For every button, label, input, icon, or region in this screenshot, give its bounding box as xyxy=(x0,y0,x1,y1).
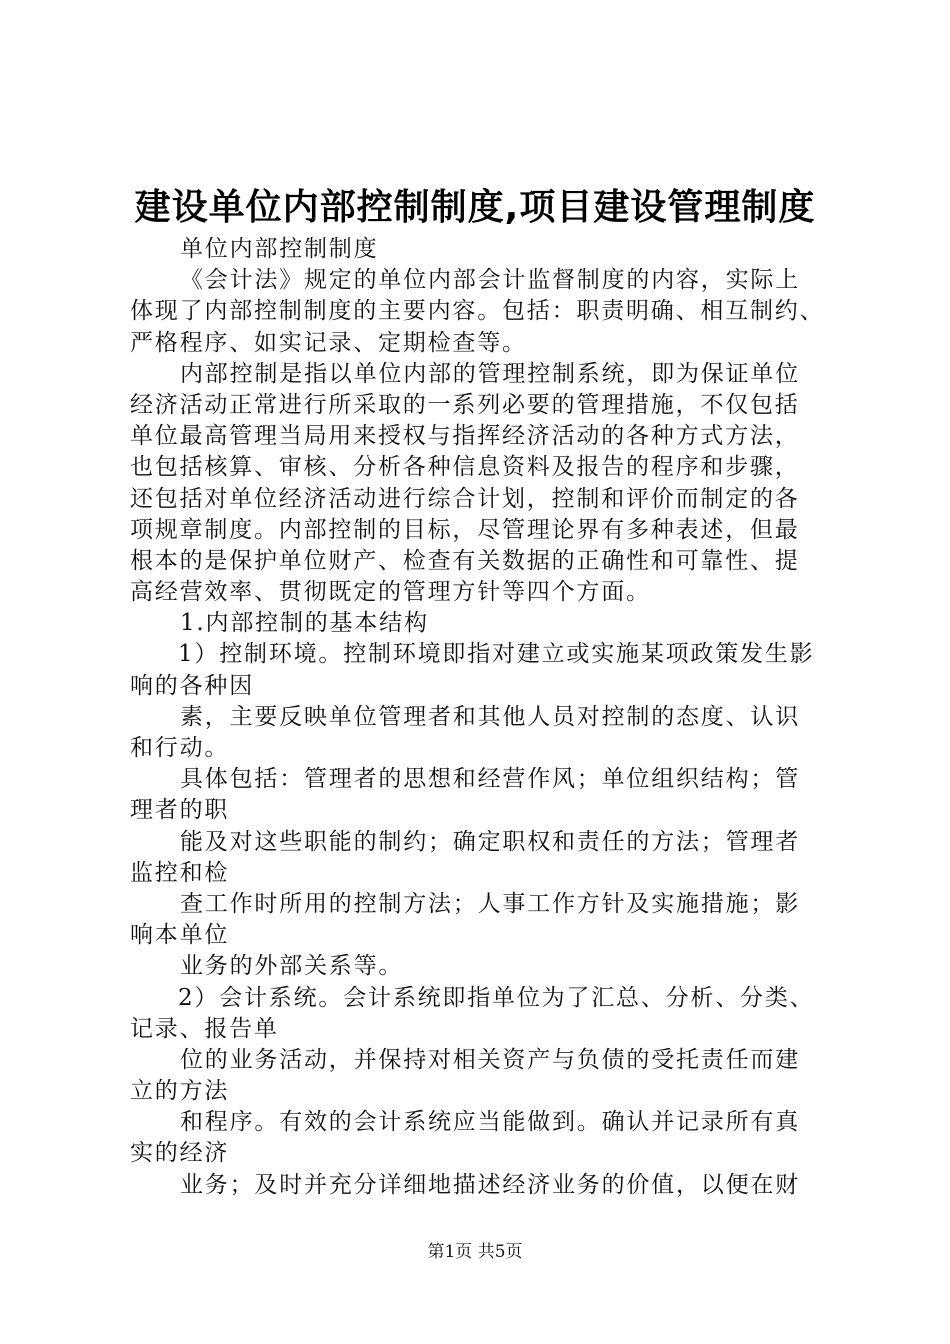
paragraph-line: 立的方法 xyxy=(130,1078,230,1105)
paragraph-line: 严格程序、如实记录、定期检查等。 xyxy=(130,329,527,356)
paragraph-line: 记录、报告单 xyxy=(130,1015,279,1042)
paragraph-line: 监控和检 xyxy=(130,859,230,886)
document-title: 建设单位内部控制制度,项目建设管理制度 xyxy=(134,187,816,228)
paragraph-line: 2）会计系统。会计系统即指单位为了汇总、分析、分类、 xyxy=(178,984,815,1011)
paragraph-line: 也包括核算、审核、分析各种信息资料及报告的程序和步骤， xyxy=(130,454,800,481)
page-number-footer: 第1页 共5页 xyxy=(427,1242,523,1262)
paragraph-line: 素，主要反映单位管理者和其他人员对控制的态度、认识 xyxy=(180,703,800,730)
paragraph-line: 响的各种因 xyxy=(130,672,254,699)
paragraph-line: 1）控制环境。控制环境即指对建立或实施某项政策发生影 xyxy=(178,641,815,668)
paragraph-line: 能及对这些职能的制约；确定职权和责任的方法；管理者 xyxy=(180,828,800,855)
paragraph-line: 响本单位 xyxy=(130,922,230,949)
section-heading: 1.内部控制的基本结构 xyxy=(180,610,429,637)
paragraph-line: 体现了内部控制制度的主要内容。包括：职责明确、相互制约、 xyxy=(130,298,825,325)
paragraph-line: 单位内部控制制度 xyxy=(180,236,379,262)
paragraph-line: 位的业务活动，并保持对相关资产与负债的受托责任而建 xyxy=(180,1046,800,1073)
paragraph-line: 具体包括：管理者的思想和经营作风；单位组织结构；管 xyxy=(180,766,800,793)
paragraph-line: 内部控制是指以单位内部的管理控制系统，即为保证单位 xyxy=(180,360,800,387)
paragraph-line: 和行动。 xyxy=(130,735,230,761)
paragraph-line: 根本的是保护单位财产、检查有关数据的正确性和可靠性、提 xyxy=(130,547,800,574)
paragraph-line: 业务；及时并充分详细地描述经济业务的价值，以便在财 xyxy=(180,1171,800,1198)
paragraph-line: 理者的职 xyxy=(130,797,230,824)
paragraph-line: 高经营效率、贯彻既定的管理方针等四个方面。 xyxy=(130,579,651,606)
paragraph-line: 业务的外部关系等。 xyxy=(180,953,404,980)
paragraph-line: 项规章制度。内部控制的目标，尽管理论界有多种表述，但最 xyxy=(130,516,800,543)
paragraph-line: 单位最高管理当局用来授权与指挥经济活动的各种方式方法， xyxy=(130,423,800,450)
paragraph-line: 实的经济 xyxy=(130,1140,230,1167)
paragraph-line: 《会计法》规定的单位内部会计监督制度的内容，实际上 xyxy=(180,267,800,294)
document-body xyxy=(130,234,850,1201)
paragraph-line: 还包括对单位经济活动进行综合计划，控制和评价而制定的各 xyxy=(130,485,800,512)
paragraph-line: 经济活动正常进行所采取的一系列必要的管理措施，不仅包括 xyxy=(130,391,800,418)
paragraph-line: 查工作时所用的控制方法；人事工作方针及实施措施；影 xyxy=(180,890,800,917)
paragraph-line: 和程序。有效的会计系统应当能做到。确认并记录所有真 xyxy=(180,1109,800,1136)
